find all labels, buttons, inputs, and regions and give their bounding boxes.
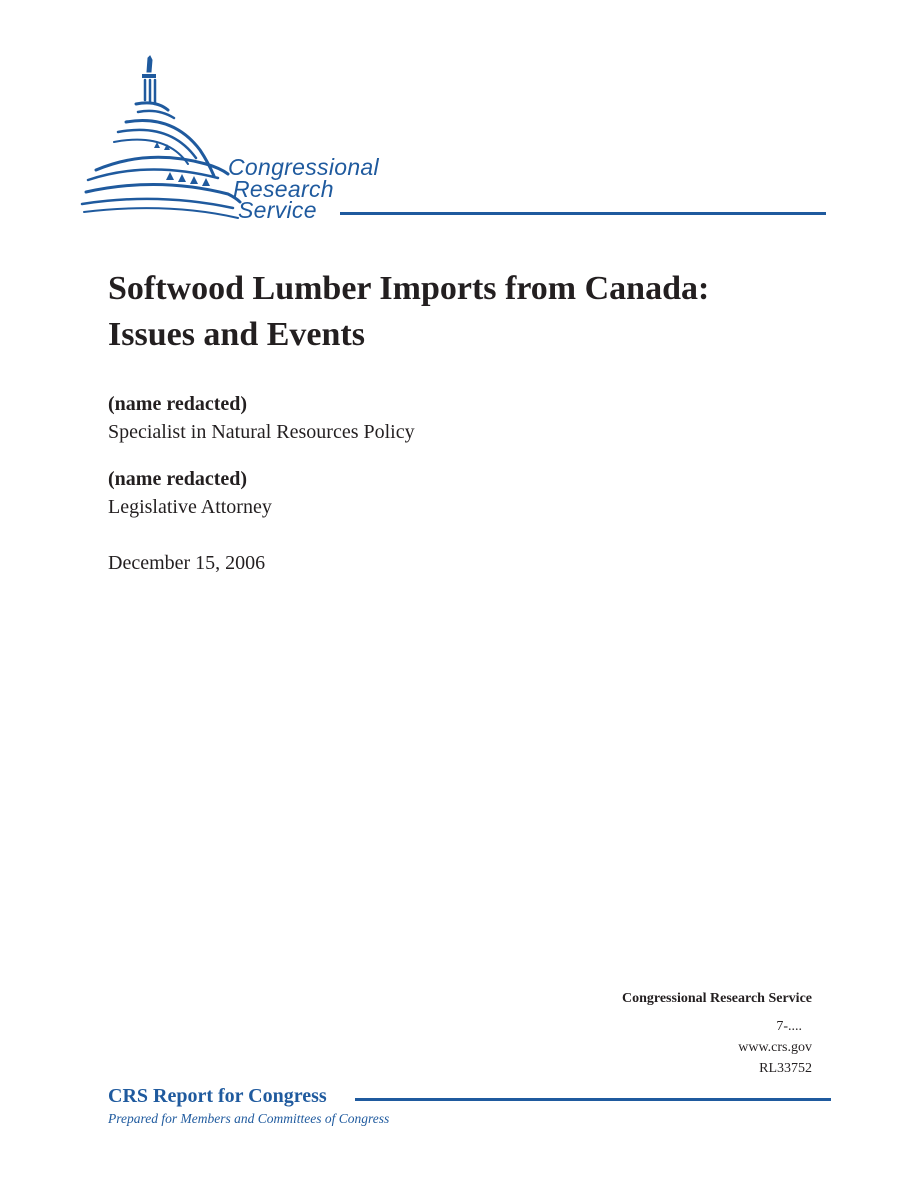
logo-text-service: Service [238, 197, 317, 223]
logo-divider [340, 212, 826, 215]
report-date: December 15, 2006 [108, 552, 266, 574]
crs-report-banner-title: CRS Report for Congress [108, 1085, 327, 1107]
author-2-role: Legislative Attorney [108, 496, 272, 518]
author-1-name: (name redacted) [108, 393, 248, 415]
author-2-name: (name redacted) [108, 468, 248, 490]
author-1-role: Specialist in Natural Resources Policy [108, 421, 415, 443]
title-line-1: Softwood Lumber Imports from Canada: [108, 270, 710, 307]
crs-org-name: Congressional Research Service [621, 991, 812, 1006]
crs-url: www.crs.gov [738, 1040, 812, 1055]
crs-report-banner-subtitle: Prepared for Members and Committees of Congress [108, 1111, 390, 1126]
title-line-2: Issues and Events [108, 316, 365, 353]
report-id: RL33752 [759, 1061, 812, 1076]
logo-text-congressional: Congressional [228, 154, 379, 180]
logo-text-research: Research [233, 176, 334, 202]
crs-number: 7-.... [776, 1019, 802, 1034]
banner-divider [355, 1098, 831, 1101]
report-title [108, 266, 828, 358]
